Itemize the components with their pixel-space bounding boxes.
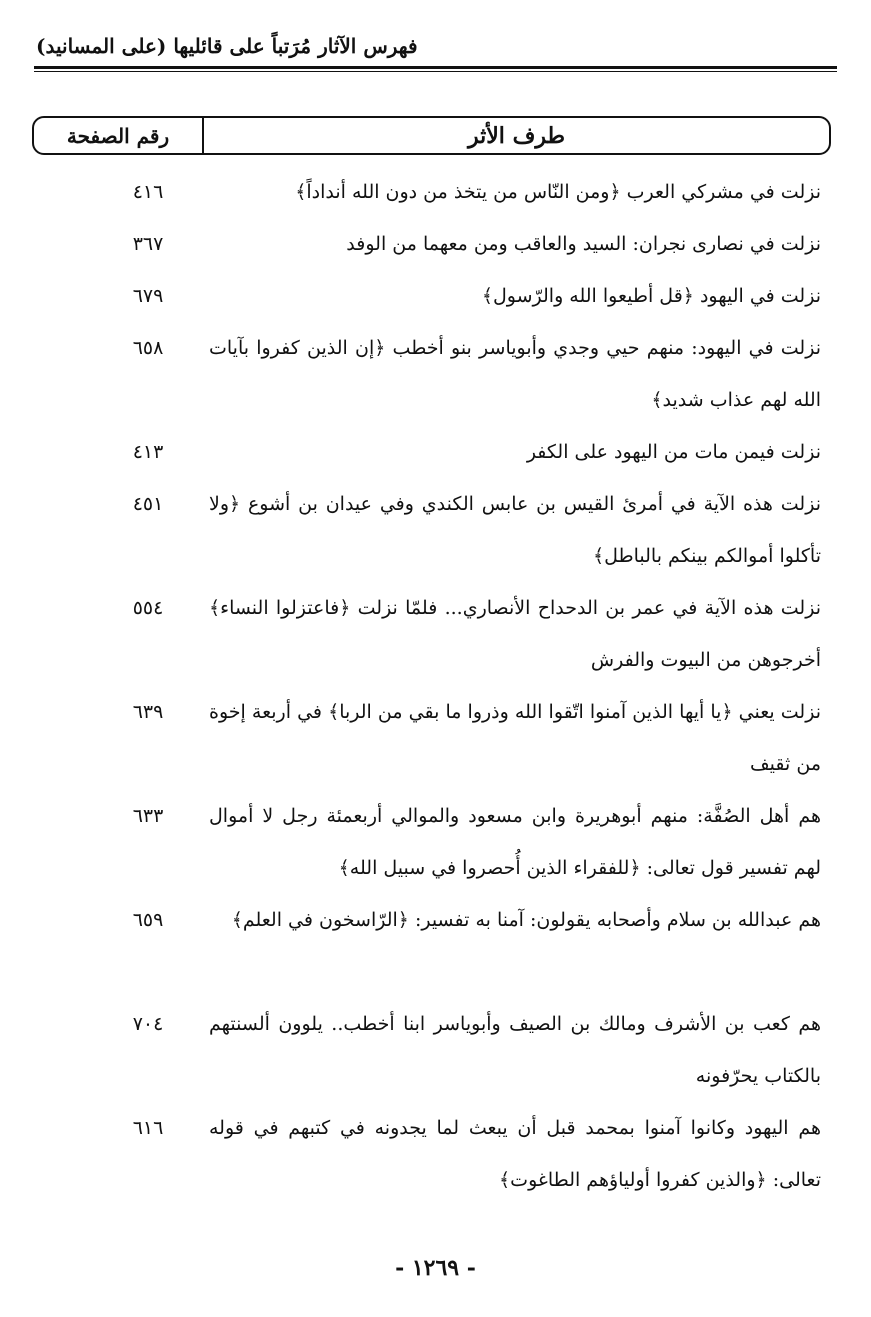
entry-text: نزلت يعني ﴿يا أيها الذين آمنوا اتّقوا الله وذروا ما بقي من الربا﴾ في أربعة إخوة من ثقيف: [209, 701, 821, 775]
entry-text: نزلت فيمن مات من اليهود على الكفر: [526, 441, 821, 463]
entry-page-number: ٦٣٣: [132, 805, 164, 827]
column-header-page: رقم الصفحة: [66, 123, 170, 148]
entry-text: هم كعب بن الأشرف ومالك بن الصيف وأبوياسر ابنا أخطب.. يلوون ألسنتهم بالكتاب يحرّفونه: [209, 1013, 821, 1087]
page-header-title: فهرس الآثار مُرَتباً على قائليها (على المسانيد): [36, 34, 418, 58]
entry-page-number: ٤٥١: [132, 493, 164, 515]
entry-page-number: ٣٦٧: [132, 233, 164, 255]
entry-page-number: ٦٧٩: [132, 285, 164, 307]
entry-page-number: ٧٠٤: [132, 1013, 164, 1035]
entry-text: هم اليهود وكانوا آمنوا بمحمد قبل أن يبعث لما يجدونه في كتبهم في قوله تعالى: ﴿والذين كفروا أولياؤهم الطاغوت﴾: [209, 1117, 821, 1191]
entry-page-number: ٤١٣: [132, 441, 164, 463]
entry-text: نزلت في مشركي العرب ﴿ومن النّاس من يتخذ من دون الله أنداداً﴾: [295, 181, 821, 203]
entry-page-number: ٦٥٩: [132, 909, 164, 931]
entry-page-number: ٦٥٨: [132, 337, 164, 359]
entry-page-number: ٤١٦: [132, 181, 164, 203]
column-header-item: طرف الأثر: [202, 118, 829, 153]
entry-page-number: ٦١٦: [132, 1117, 164, 1139]
header-rule: [34, 66, 837, 69]
header-rule-thin: [34, 71, 837, 72]
entry-text: هم عبدالله بن سلام وأصحابه يقولون: آمنا به تفسير: ﴿الرّاسخون في العلم﴾: [231, 909, 821, 931]
entry-text: نزلت في نصارى نجران: السيد والعاقب ومن معهما من الوفد: [346, 233, 821, 255]
entry-page-number: ٥٥٤: [132, 597, 164, 619]
entry-text: نزلت هذه الآية في أمرئ القيس بن عابس الكندي وفي عيدان بن أشوع ﴿ولا تأكلوا أموالكم بينكم بالباطل﴾: [209, 493, 821, 567]
entry-text: هم أهل الصُفَّة: منهم أبوهريرة وابن مسعود والموالي أربعمئة رجل لا أموال لهم تفسير قول تعالى: ﴿للفقراء الذين أُحصروا في سبيل الله﴾: [209, 805, 821, 879]
footer-page-number: - ١٢٦٩ -: [395, 1255, 476, 1281]
entry-text: نزلت في اليهود: منهم حيي وجدي وأبوياسر بنو أخطب ﴿إن الذين كفروا بآيات الله لهم عذاب شديد﴾: [209, 337, 821, 411]
table-header: [32, 116, 831, 155]
entry-text: نزلت هذه الآية في عمر بن الدحداح الأنصاري... فلمّا نزلت ﴿فاعتزلوا النساء﴾ أخرجوهن من البيوت والفرش: [209, 597, 821, 671]
entry-text: نزلت في اليهود ﴿قل أطيعوا الله والرّسول﴾: [481, 285, 821, 307]
entry-page-number: ٦٣٩: [132, 701, 164, 723]
